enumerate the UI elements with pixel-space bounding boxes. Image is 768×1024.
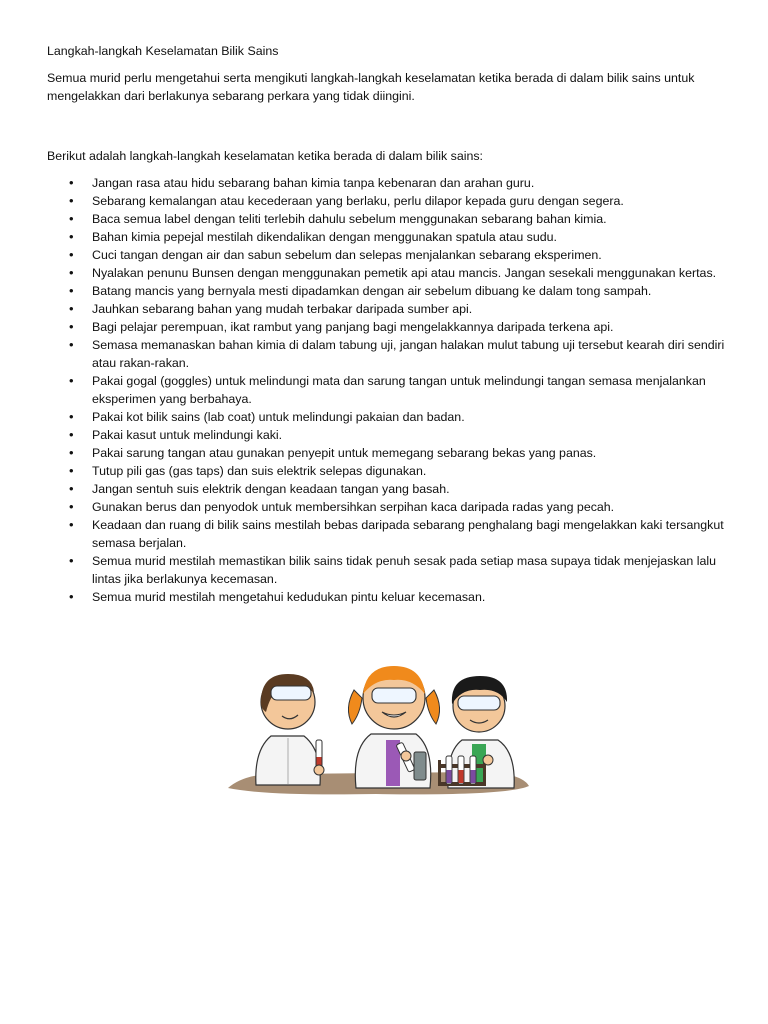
safety-rules-list bbox=[47, 174, 727, 606]
bullet-icon: • bbox=[69, 175, 74, 190]
safety-rule-item bbox=[47, 336, 727, 372]
bullet-icon: • bbox=[69, 409, 74, 424]
bullet-icon: • bbox=[69, 517, 74, 532]
bullet-icon: • bbox=[69, 265, 74, 280]
safety-rule-item bbox=[47, 300, 727, 318]
safety-rule-item bbox=[47, 426, 727, 444]
lead-paragraph: Berikut adalah langkah-langkah keselamatan ketika berada di dalam bilik sains: bbox=[47, 149, 483, 163]
safety-rule-text: Jauhkan sebarang bahan yang mudah terbakar daripada sumber api. bbox=[92, 302, 473, 316]
bullet-icon: • bbox=[69, 283, 74, 298]
safety-rule-text: Keadaan dan ruang di bilik sains mestilah bebas daripada sebarang penghalang bagi mengelakkan kaki tersangkut semasa berjalan. bbox=[92, 518, 724, 550]
bullet-icon: • bbox=[69, 445, 74, 460]
bullet-icon: • bbox=[69, 553, 74, 568]
safety-rule-item bbox=[47, 516, 727, 552]
bullet-icon: • bbox=[69, 301, 74, 316]
safety-rule-text: Cuci tangan dengan air dan sabun sebelum dan selepas menjalankan sebarang eksperimen. bbox=[92, 248, 602, 262]
safety-rule-text: Bahan kimia pepejal mestilah dikendalikan dengan menggunakan spatula atau sudu. bbox=[92, 230, 557, 244]
safety-rule-item bbox=[47, 480, 727, 498]
safety-rule-item bbox=[47, 408, 727, 426]
safety-rule-text: Nyalakan penunu Bunsen dengan menggunakan pemetik api atau mancis. Jangan sesekali menggunakan kertas. bbox=[92, 266, 717, 280]
bullet-icon: • bbox=[69, 373, 74, 388]
bullet-icon: • bbox=[69, 427, 74, 442]
safety-rule-item bbox=[47, 246, 727, 264]
safety-rule-text: Pakai kot bilik sains (lab coat) untuk melindungi pakaian dan badan. bbox=[92, 410, 465, 424]
safety-rule-text: Sebarang kemalangan atau kecederaan yang berlaku, perlu dilapor kepada guru dengan segera. bbox=[92, 194, 624, 208]
safety-rule-text: Jangan sentuh suis elektrik dengan keadaan tangan yang basah. bbox=[92, 482, 450, 496]
bullet-icon: • bbox=[69, 319, 74, 334]
safety-rule-text: Pakai kasut untuk melindungi kaki. bbox=[92, 428, 283, 442]
safety-rule-item bbox=[47, 372, 727, 408]
bullet-icon: • bbox=[69, 193, 74, 208]
safety-rule-text: Bagi pelajar perempuan, ikat rambut yang panjang bagi mengelakkannya daripada terkena api. bbox=[92, 320, 614, 334]
safety-rule-text: Jangan rasa atau hidu sebarang bahan kimia tanpa kebenaran dan arahan guru. bbox=[92, 176, 535, 190]
student-right bbox=[438, 676, 514, 788]
students-lab-illustration bbox=[226, 660, 531, 800]
bullet-icon: • bbox=[69, 337, 74, 352]
bullet-icon: • bbox=[69, 463, 74, 478]
safety-rule-item bbox=[47, 588, 727, 606]
safety-rule-text: Baca semua label dengan teliti terlebih dahulu sebelum menggunakan sebarang bahan kimia. bbox=[92, 212, 607, 226]
safety-rule-item bbox=[47, 210, 727, 228]
intro-paragraph: Semua murid perlu mengetahui serta mengikuti langkah-langkah keselamatan ketika berada di dalam bilik sains untuk mengelakkan dari berlakunya sebarang perkara yang tidak diingini. bbox=[47, 71, 695, 103]
safety-rule-item bbox=[47, 318, 727, 336]
safety-rule-text: Batang mancis yang bernyala mesti dipadamkan dengan air sebelum dibuang ke dalam tong sampah. bbox=[92, 284, 652, 298]
document-title: Langkah-langkah Keselamatan Bilik Sains bbox=[47, 44, 279, 58]
student-middle bbox=[348, 666, 439, 788]
student-left bbox=[256, 674, 324, 785]
safety-rule-text: Semua murid mestilah mengetahui kedudukan pintu keluar kecemasan. bbox=[92, 590, 486, 604]
safety-rule-item bbox=[47, 192, 727, 210]
bullet-icon: • bbox=[69, 229, 74, 244]
safety-rule-item bbox=[47, 228, 727, 246]
safety-rule-text: Pakai sarung tangan atau gunakan penyepit untuk memegang sebarang bekas yang panas. bbox=[92, 446, 597, 460]
safety-rule-item bbox=[47, 462, 727, 480]
document-page bbox=[47, 42, 727, 606]
bullet-icon: • bbox=[69, 247, 74, 262]
bullet-icon: • bbox=[69, 499, 74, 514]
bullet-icon: • bbox=[69, 481, 74, 496]
bullet-icon: • bbox=[69, 211, 74, 226]
safety-rule-item bbox=[47, 444, 727, 462]
safety-rule-item bbox=[47, 264, 727, 282]
safety-rule-item bbox=[47, 552, 727, 588]
safety-rule-item bbox=[47, 174, 727, 192]
safety-rule-item bbox=[47, 282, 727, 300]
safety-rule-text: Pakai gogal (goggles) untuk melindungi mata dan sarung tangan untuk melindungi tangan semasa menjalankan eksperimen yang berbahaya. bbox=[92, 374, 706, 406]
bullet-icon: • bbox=[69, 589, 74, 604]
safety-rule-text: Semasa memanaskan bahan kimia di dalam tabung uji, jangan halakan mulut tabung uji tersebut kearah diri sendiri atau rakan-rakan. bbox=[92, 338, 725, 370]
safety-rule-text: Tutup pili gas (gas taps) dan suis elektrik selepas digunakan. bbox=[92, 464, 427, 478]
safety-rule-text: Semua murid mestilah memastikan bilik sains tidak penuh sesak pada setiap masa supaya tidak menjejaskan lalu lintas jika berlakunya kecemasan. bbox=[92, 554, 716, 586]
safety-rule-item bbox=[47, 498, 727, 516]
safety-rule-text: Gunakan berus dan penyodok untuk membersihkan serpihan kaca daripada radas yang pecah. bbox=[92, 500, 615, 514]
